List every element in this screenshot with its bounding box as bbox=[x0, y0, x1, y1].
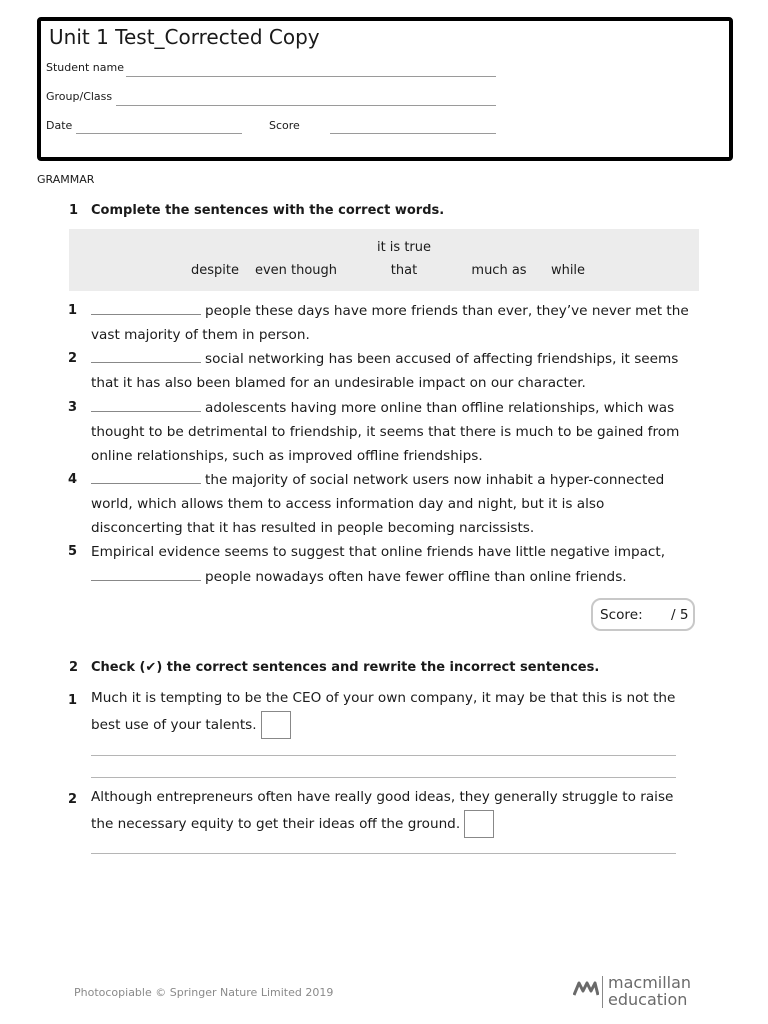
q1-item-3-line-3: online relationships, such as improved offline friendships. bbox=[91, 448, 483, 464]
answer-blank[interactable] bbox=[91, 471, 201, 484]
footer-copyright: Photocopiable © Springer Nature Limited 2019 bbox=[74, 986, 334, 999]
q2-item-2-line-2: the necessary equity to get their ideas off the ground. bbox=[91, 810, 494, 838]
word-despite: despite bbox=[191, 263, 239, 278]
q2-item-2-answer-line-1[interactable] bbox=[91, 853, 676, 854]
q1-item-4-line-3: disconcerting that it has resulted in people becoming narcissists. bbox=[91, 520, 535, 536]
student-name-label: Student name bbox=[46, 61, 124, 74]
student-name-field[interactable] bbox=[126, 76, 496, 77]
answer-blank[interactable] bbox=[91, 350, 201, 363]
q1-instruction: Complete the sentences with the correct words. bbox=[91, 203, 445, 218]
word-it-is-true-line2: that bbox=[390, 263, 418, 278]
q1-item-2-line-1: social networking has been accused of affecting friendships, it seems bbox=[91, 350, 678, 368]
q1-item-3-number: 3 bbox=[68, 400, 78, 415]
header-box bbox=[37, 17, 733, 161]
q2-item-1-number: 1 bbox=[68, 693, 78, 708]
q2-instruction: Check (✔) the correct sentences and rewrite the incorrect sentences. bbox=[91, 660, 600, 675]
q1-item-1-number: 1 bbox=[68, 303, 78, 318]
q1-item-4-line-2: world, which allows them to access information day and night, but it is also bbox=[91, 496, 605, 512]
word-much-as: much as bbox=[471, 263, 527, 278]
q1-item-3-line-1: adolescents having more online than offline relationships, which was bbox=[91, 399, 674, 417]
answer-blank[interactable] bbox=[91, 568, 201, 581]
score-box-label: Score: bbox=[600, 607, 643, 623]
word-even-though: even though bbox=[254, 263, 338, 278]
q2-item-2-checkbox[interactable] bbox=[464, 810, 494, 838]
macmillan-logo bbox=[573, 975, 698, 1011]
word-while: while bbox=[550, 263, 586, 278]
q1-item-2-number: 2 bbox=[68, 351, 78, 366]
q1-item-4-number: 4 bbox=[68, 472, 78, 487]
q2-item-1-line-1: Much it is tempting to be the CEO of your own company, it may be that this is not the bbox=[91, 690, 676, 706]
word-it-is-true-line1: it is true bbox=[376, 240, 432, 255]
q1-item-4-line-1: the majority of social network users now inhabit a hyper-connected bbox=[91, 471, 664, 489]
q2-item-2-number: 2 bbox=[68, 792, 78, 807]
word-box bbox=[69, 229, 699, 291]
q2-item-2-line-1: Although entrepreneurs often have really good ideas, they generally struggle to raise bbox=[91, 789, 674, 805]
macmillan-logo-icon bbox=[573, 980, 599, 996]
group-class-label: Group/Class bbox=[46, 90, 113, 103]
q1-number: 1 bbox=[69, 203, 79, 218]
group-class-field[interactable] bbox=[116, 105, 496, 106]
q2-item-1-answer-line-2[interactable] bbox=[91, 777, 676, 778]
q2-item-1-answer-line-1[interactable] bbox=[91, 755, 676, 756]
answer-blank[interactable] bbox=[91, 302, 201, 315]
document-title: Unit 1 Test_Corrected Copy bbox=[49, 25, 320, 49]
q1-item-3-line-2: thought to be detrimental to friendship, it seems that there is much to be gained from bbox=[91, 424, 680, 440]
q1-item-2-line-2: that it has also been blamed for an undesirable impact on our character. bbox=[91, 375, 586, 391]
answer-blank[interactable] bbox=[91, 399, 201, 412]
q1-item-5-line-1: Empirical evidence seems to suggest that online friends have little negative impact, bbox=[91, 544, 666, 560]
q2-number: 2 bbox=[69, 660, 79, 675]
score-field[interactable] bbox=[330, 133, 496, 134]
q1-item-5-line-2: people nowadays often have fewer offline than online friends. bbox=[91, 568, 627, 586]
q1-item-1-line-2: vast majority of them in person. bbox=[91, 327, 310, 343]
q2-item-1-line-2: best use of your talents. bbox=[91, 711, 291, 739]
logo-text-line2: education bbox=[608, 990, 688, 1009]
section-label: GRAMMAR bbox=[37, 173, 95, 186]
logo-divider bbox=[602, 976, 603, 1008]
score-label: Score bbox=[269, 119, 300, 132]
q2-item-1-checkbox[interactable] bbox=[261, 711, 291, 739]
q1-item-1-line-1: people these days have more friends than ever, they’ve never met the bbox=[91, 302, 689, 320]
q1-item-5-number: 5 bbox=[68, 544, 78, 559]
score-box bbox=[591, 598, 695, 631]
score-box-total: / 5 bbox=[671, 607, 689, 623]
logo-text-line1: macmillan bbox=[608, 973, 692, 992]
date-label: Date bbox=[46, 119, 73, 132]
date-field[interactable] bbox=[76, 133, 242, 134]
